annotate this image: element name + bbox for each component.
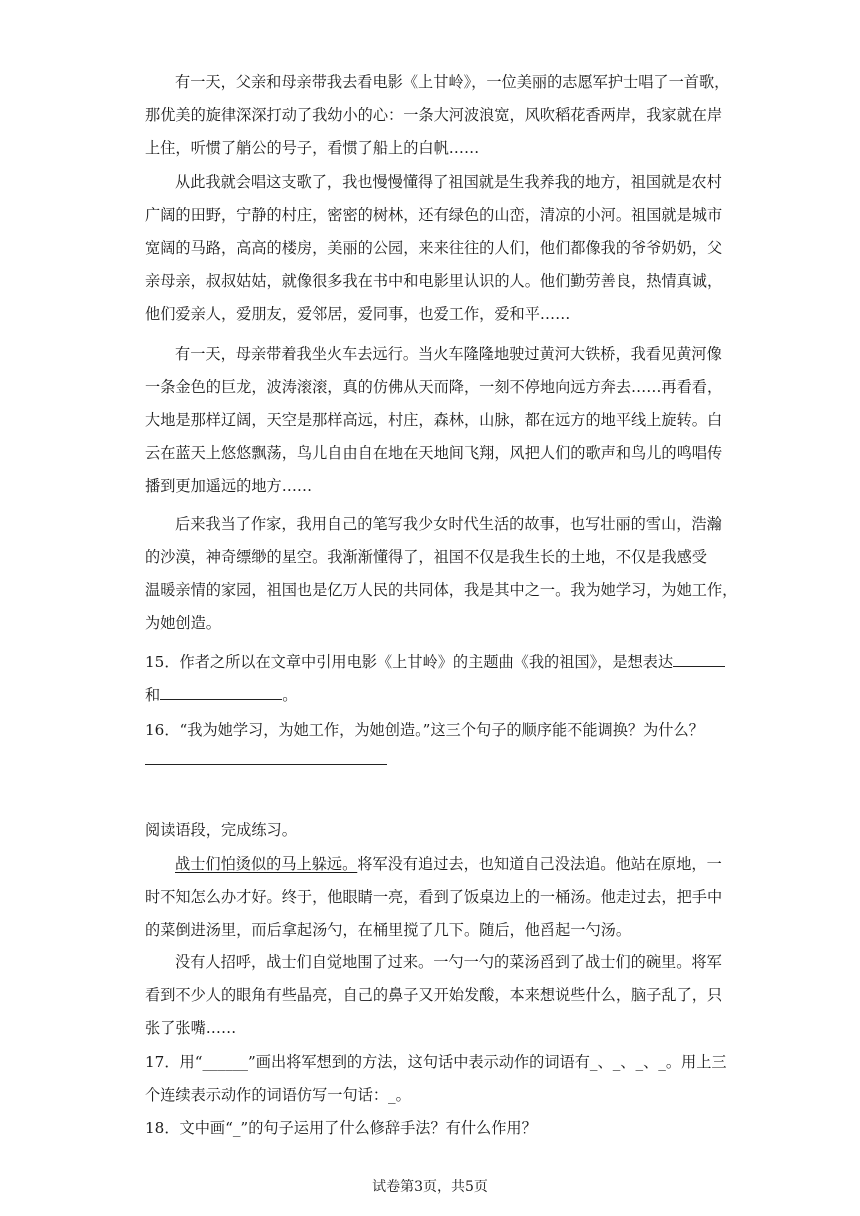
text-line: 时不知怎么办才好。终于，他眼睛一亮，看到了饭桌边上的一桶汤。他走过去，把手中 (145, 888, 723, 906)
text-line: 他们爱亲人，爱朋友，爱邻居，爱同事，也爱工作，爱和平…… (145, 305, 571, 323)
text-line: 温暖亲情的家园，祖国也是亿万人民的共同体，我是其中之一。我为她学习，为她工作， (145, 581, 738, 599)
text-line: 的沙漠，神奇缥缈的星空。我渐渐懂得了，祖国不仅是我生长的土地，不仅是我感受 (145, 548, 707, 566)
passage2-paragraph-1 (145, 848, 723, 947)
question-15-period: 。 (282, 686, 298, 704)
text-line: 的菜倒进汤里，而后拿起汤勺，在桶里搅了几下。随后，他舀起一勺汤。 (145, 921, 631, 939)
question-18-text: 18．文中画“_”的句子运用了什么修辞手法？有什么作用？ (145, 1119, 537, 1137)
text-line: 广阔的田野，宁静的村庄，密密的树林，还有绿色的山峦，清凉的小河。祖国就是城市 (145, 206, 723, 224)
text-line: 云在蓝天上悠悠飘荡，鸟儿自由自在地在天地间飞翔，风把人们的歌声和鸟儿的鸣唱传 (145, 444, 723, 462)
page-footer: 试卷第3页，共5页 (372, 1179, 488, 1195)
text-line: 看到不少人的眼角有些晶亮，自己的鼻子又开始发酸，本来想说些什么，脑子乱了，只 (145, 986, 723, 1004)
text-line: 有一天，父亲和母亲带我去看电影《上甘岭》，一位美丽的志愿军护士唱了一首歌， (175, 73, 730, 91)
passage-paragraph-3 (145, 338, 723, 503)
section-intro: 阅读语段，完成练习。 (145, 821, 297, 839)
text-segment: 将军没有追过去，也知道自己没法追。他站在原地，一 (357, 855, 722, 873)
text-line: 后来我当了作家，我用自己的笔写我少女时代生活的故事，也写壮丽的雪山，浩瀚 (175, 515, 722, 533)
question-16 (145, 714, 725, 747)
question-17-line-1: 17．用“______”画出将军想到的方法，这句话中表示动作的词语有_、_、_、_。用上三 (145, 1053, 727, 1071)
passage-paragraph-1 (145, 66, 730, 165)
passage2-paragraph-2 (145, 946, 723, 1045)
text-line: 没有人招呼，战士们自觉地围了过来。一勺一勺的菜汤舀到了战士们的碗里。将军 (175, 953, 722, 971)
answer-blank-2[interactable] (160, 685, 282, 700)
text-line: 上住，听惯了艄公的号子，看惯了船上的白帆…… (145, 139, 480, 157)
text-line: 为她创造。 (145, 614, 221, 632)
text-line: 从此我就会唱这支歌了，我也慢慢懂得了祖国就是生我养我的地方，祖国就是农村 (175, 173, 722, 191)
underlined-sentence: 战士们怕烫似的马上躲远。 (175, 855, 358, 873)
text-line: 亲母亲，叔叔姑姑，就像很多我在书中和电影里认识的人。他们勤劳善良，热情真诚， (145, 272, 723, 290)
passage-paragraph-4 (145, 508, 738, 640)
question-15 (145, 646, 725, 712)
question-15-and: 和 (145, 686, 161, 704)
passage-paragraph-2 (145, 166, 723, 331)
question-15-text: 15．作者之所以在文章中引用电影《上甘岭》的主题曲《我的祖国》，是想表达 (145, 653, 674, 671)
text-line: 播到更加遥远的地方…… (145, 477, 313, 495)
text-line: 大地是那样辽阔，天空是那样高远，村庄，森林，山脉，都在远方的地平线上旋转。白 (145, 411, 723, 429)
answer-line-16[interactable] (145, 764, 387, 765)
text-line: 一条金色的巨龙，波涛滚滚，真的仿佛从天而降，一刻不停地向远方奔去……再看看， (145, 378, 723, 396)
text-line: 张了张嘴…… (145, 1019, 237, 1037)
question-16-text: 16．“我为她学习，为她工作，为她创造。”这三个句子的顺序能不能调换？为什么？ (145, 721, 704, 739)
answer-blank-1[interactable] (673, 652, 725, 667)
question-17-line-2: 个连续表示动作的词语仿写一句话：_。 (145, 1086, 411, 1104)
text-line: 宽阔的马路，高高的楼房，美丽的公园，来来往往的人们，他们都像我的爷爷奶奶，父 (145, 239, 723, 257)
text-line: 有一天，母亲带着我坐火车去远行。当火车隆隆地驶过黄河大铁桥，我看见黄河像 (175, 345, 722, 363)
text-line: 那优美的旋律深深打动了我幼小的心：一条大河波浪宽，风吹稻花香两岸，我家就在岸 (145, 106, 723, 124)
question-17 (145, 1046, 725, 1112)
question-18 (145, 1112, 725, 1145)
